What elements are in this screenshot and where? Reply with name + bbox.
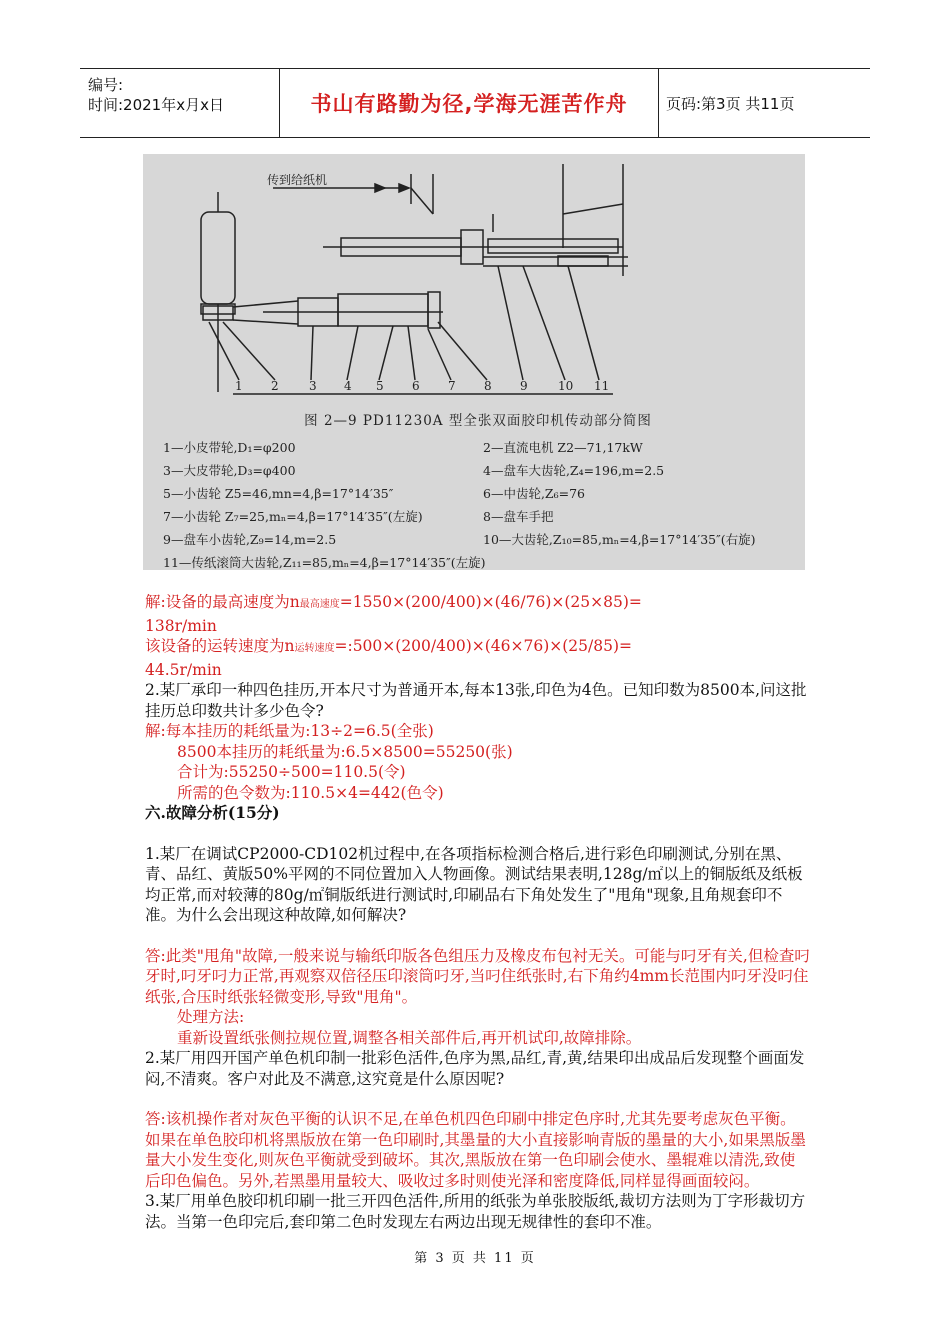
page-footer: 第 3 页 共 11 页 bbox=[414, 1251, 536, 1266]
callout-11: 11 bbox=[594, 379, 610, 393]
legend-item: 8—盘车手把 bbox=[483, 509, 554, 524]
answer-line bbox=[145, 592, 810, 616]
legend-item: 10—大齿轮,Z₁₀=85,mₙ=4,β=17°14′35″(右旋) bbox=[483, 532, 756, 547]
callout-2: 2 bbox=[271, 379, 279, 393]
callout-4: 4 bbox=[344, 379, 352, 393]
subscript: 运转速度 bbox=[294, 643, 335, 654]
callout-10: 10 bbox=[558, 379, 574, 393]
question-fault-3: 3.某厂用单色胶印机印刷一批三开四色活件,所用的纸张为单张胶版纸,裁切方法则为丁字形裁切方法。当第一色印完后,套印第二色时发现左右两边出现无规律性的套印不准。 bbox=[145, 1192, 806, 1231]
legend-item: 4—盘车大齿轮,Z₄=196,m=2.5 bbox=[483, 463, 665, 478]
document-body bbox=[145, 592, 810, 1232]
answer-line: 解:每本挂历的耗纸量为:13÷2=6.5(全张) bbox=[145, 722, 434, 740]
legend-item: 7—小齿轮 Z₇=25,mₙ=4,β=17°14′35″(左旋) bbox=[163, 509, 423, 524]
question-fault-2: 2.某厂用四开国产单色机印制一批彩色活件,色序为黑,品红,青,黄,结果印出成品后发现整个画面发闷,不清爽。客户对此及不满意,这究竟是什么原因呢? bbox=[145, 1049, 805, 1088]
answer-line: 44.5r/min bbox=[145, 660, 222, 679]
answer-line: 合计为:55250÷500=110.5(令) bbox=[177, 763, 406, 781]
question-fault-1: 1.某厂在调试CP2000-CD102机过程中,在各项指标检测合格后,进行彩色印刷测试,分别在黑、青、品红、黄版50%平网的不同位置加入人物画像。测试结果表明,128g/㎡以上的铜版纸及纸板均正常,而对较薄的80g/㎡铜版纸进行测试时,印刷品右下角处发生了"甩角"现象,且角规套印不准。为什么会出现这种故障,如何解决? bbox=[145, 844, 803, 924]
header-meta bbox=[80, 69, 280, 137]
figure-legend bbox=[163, 413, 793, 570]
callout-5: 5 bbox=[376, 379, 384, 393]
question-2: 2.某厂承印一种四色挂历,开本尺寸为普通开本,每本13张,印色为4色。已知印数为8500本,问这批挂历总印数共计多少色令? bbox=[145, 681, 807, 720]
legend-item: 11—传纸滚筒大齿轮,Z₁₁=85,mₙ=4,β=17°14′35″(左旋) bbox=[163, 555, 486, 570]
callout-8: 8 bbox=[484, 379, 492, 393]
callout-1: 1 bbox=[235, 379, 243, 393]
callout-9: 9 bbox=[520, 379, 528, 393]
answer-line: 处理方法: bbox=[177, 1008, 245, 1026]
header-page-info: 页码:第3页 共11页 bbox=[666, 94, 795, 113]
answer-text: =:500×(200/400)×(46×76)×(25/85)= bbox=[334, 637, 633, 655]
answer-line: 138r/min bbox=[145, 616, 217, 635]
answer-fault-1: 答:此类"甩角"故障,一般来说与输纸印版各色组压力及橡皮布包衬无关。可能与叼牙有关,但检查叼牙时,叼牙叼力正常,再观察双倍径压印滚筒叼牙,当叼住纸张时,右下角约4mm长范围内叼牙没叼住纸张,合压时纸张轻微变形,导致"甩角"。 bbox=[145, 946, 810, 1006]
answer-line: 重新设置纸张侧拉规位置,调整各相关部件后,再开机试印,故障排除。 bbox=[177, 1028, 642, 1047]
answer-line: 所需的色令数为:110.5×4=442(色令) bbox=[177, 783, 444, 802]
callout-3: 3 bbox=[309, 379, 317, 393]
figure-arrow-label: 传到给纸机 bbox=[267, 173, 328, 187]
answer-text: =1550×(200/400)×(46/76)×(25×85)= bbox=[339, 593, 642, 611]
callout-7: 7 bbox=[448, 379, 456, 393]
answer-line bbox=[145, 636, 810, 660]
page-header bbox=[80, 68, 870, 138]
answer-text: 解:设备的最高速度为n bbox=[145, 593, 300, 611]
document-time: 时间:2021年x月x日 bbox=[88, 96, 224, 114]
answer-text: 该设备的运转速度为n bbox=[145, 637, 295, 655]
legend-item: 6—中齿轮,Z₆=76 bbox=[483, 486, 586, 501]
figure-caption: 图 2—9 PD11230A 型全张双面胶印机传动部分简图 bbox=[304, 413, 652, 429]
subscript: 最高速度 bbox=[299, 599, 340, 610]
legend-item: 1—小皮带轮,D₁=φ200 bbox=[163, 440, 296, 455]
document-number-label: 编号: bbox=[88, 76, 124, 94]
callout-6: 6 bbox=[412, 379, 420, 393]
header-motto: 书山有路勤为径,学海无涯苦作舟 bbox=[280, 69, 659, 137]
answer-fault-2: 答:该机操作者对灰色平衡的认识不足,在单色机四色印刷中排定色序时,尤其先要考虑灰色平衡。如果在单色胶印机将黑版放在第一色印刷时,其墨量的大小直接影响青版的墨量的大小,如果黑版墨量大小发生变化,则灰色平衡就受到破坏。其次,黑版放在第一色印刷会使水、墨辊难以清洗,致使后印色偏色。另外,若黑墨用量较大、吸收过多时则使光泽和密度降低,同样显得画面较闷。 bbox=[145, 1110, 806, 1190]
legend-item: 5—小齿轮 Z5=46,mn=4,β=17°14′35″ bbox=[163, 486, 394, 501]
motor-shape bbox=[201, 212, 235, 304]
transmission-diagram-figure bbox=[143, 154, 805, 570]
section-heading: 六.故障分析(15分) bbox=[145, 803, 280, 822]
answer-line: 8500本挂历的耗纸量为:6.5×8500=55250(张) bbox=[177, 742, 513, 761]
legend-item: 2—直流电机 Z2—71,17kW bbox=[483, 440, 643, 455]
legend-item: 3—大皮带轮,D₃=φ400 bbox=[163, 463, 296, 478]
legend-item: 9—盘车小齿轮,Z₉=14,m=2.5 bbox=[163, 532, 337, 547]
